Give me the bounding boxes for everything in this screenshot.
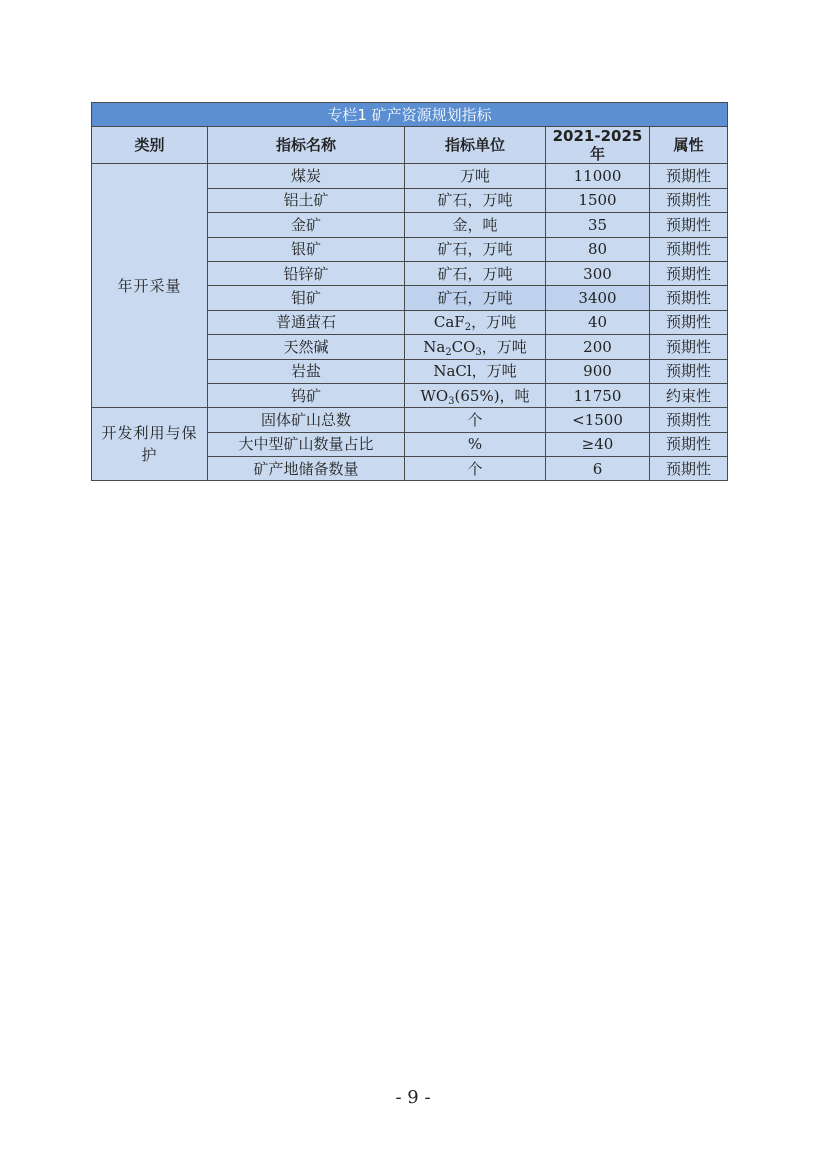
indicator-table-container xyxy=(91,102,727,481)
indicator-unit-cell xyxy=(405,237,546,261)
attribute-cell: 预期性 xyxy=(650,432,728,456)
indicator-name-cell: 钨矿 xyxy=(208,383,405,407)
attribute-cell: 预期性 xyxy=(650,164,728,188)
unit-subscript: 3 xyxy=(475,346,482,358)
indicator-name-cell: 铝土矿 xyxy=(208,188,405,212)
indicator-unit-cell xyxy=(405,408,546,432)
indicator-unit-cell xyxy=(405,261,546,285)
indicator-unit-cell xyxy=(405,383,546,407)
target-value-cell: 11750 xyxy=(546,383,650,407)
unit-text: 个 xyxy=(467,459,483,478)
indicator-unit-cell xyxy=(405,286,546,310)
indicator-unit-cell xyxy=(405,164,546,188)
unit-text: 金，吨 xyxy=(452,215,498,234)
unit-text: 矿石，万吨 xyxy=(437,191,513,210)
unit-text: 万吨 xyxy=(459,167,490,186)
table-header-row xyxy=(92,127,728,164)
target-value-cell: 300 xyxy=(546,261,650,285)
target-value-cell: 80 xyxy=(546,237,650,261)
indicator-name-cell: 铅锌矿 xyxy=(208,261,405,285)
category-cell: 开发利用与保护 xyxy=(92,408,208,481)
target-value-cell: <1500 xyxy=(546,408,650,432)
indicator-unit-cell xyxy=(405,213,546,237)
target-value-cell: 11000 xyxy=(546,164,650,188)
indicator-name-cell: 岩盐 xyxy=(208,359,405,383)
unit-subscript: 2 xyxy=(464,322,472,334)
attribute-cell: 预期性 xyxy=(650,408,728,432)
table-title-row xyxy=(92,103,728,127)
unit-text: CaF xyxy=(433,313,465,332)
attribute-cell: 预期性 xyxy=(650,213,728,237)
table-row xyxy=(92,164,728,188)
unit-text: (65%)，吨 xyxy=(454,386,530,405)
unit-text: WO xyxy=(420,386,449,405)
attribute-cell: 预期性 xyxy=(650,457,728,481)
category-cell: 年开采量 xyxy=(92,164,208,408)
page-number: - 9 - xyxy=(395,1087,431,1108)
indicator-unit-cell xyxy=(405,359,546,383)
target-value-cell: 200 xyxy=(546,335,650,359)
attribute-cell: 预期性 xyxy=(650,335,728,359)
indicator-name-cell: 天然碱 xyxy=(208,335,405,359)
attribute-cell: 预期性 xyxy=(650,359,728,383)
header-target-period: 2021-2025年 xyxy=(546,127,650,164)
target-value-cell: ≥40 xyxy=(546,432,650,456)
unit-text: ，万吨 xyxy=(471,313,517,332)
target-value-cell: 40 xyxy=(546,310,650,334)
indicator-unit-cell xyxy=(405,335,546,359)
unit-text: Na xyxy=(423,337,446,356)
indicator-unit-cell xyxy=(405,188,546,212)
unit-text: CO xyxy=(451,337,476,356)
header-indicator-name: 指标名称 xyxy=(208,127,405,164)
indicator-name-cell: 银矿 xyxy=(208,237,405,261)
table-row xyxy=(92,408,728,432)
unit-subscript: 3 xyxy=(448,395,455,407)
unit-subscript: 2 xyxy=(445,346,452,358)
attribute-cell: 预期性 xyxy=(650,261,728,285)
target-value-cell: 35 xyxy=(546,213,650,237)
unit-text: 矿石，万吨 xyxy=(437,240,513,259)
indicator-unit-cell xyxy=(405,457,546,481)
indicator-name-cell: 矿产地储备数量 xyxy=(208,457,405,481)
attribute-cell: 约束性 xyxy=(650,383,728,407)
mineral-resource-indicator-table xyxy=(91,102,728,481)
attribute-cell: 预期性 xyxy=(650,237,728,261)
attribute-cell: 预期性 xyxy=(650,310,728,334)
unit-text: 矿石，万吨 xyxy=(437,289,513,308)
indicator-name-cell: 普通萤石 xyxy=(208,310,405,334)
header-indicator-unit: 指标单位 xyxy=(405,127,546,164)
header-category: 类别 xyxy=(92,127,208,164)
table-body xyxy=(92,164,728,481)
unit-text: 矿石，万吨 xyxy=(437,264,513,283)
indicator-name-cell: 固体矿山总数 xyxy=(208,408,405,432)
unit-text: NaCl，万吨 xyxy=(433,362,517,381)
indicator-unit-cell xyxy=(405,432,546,456)
indicator-name-cell: 钼矿 xyxy=(208,286,405,310)
unit-text: 个 xyxy=(467,410,483,429)
attribute-cell: 预期性 xyxy=(650,286,728,310)
attribute-cell: 预期性 xyxy=(650,188,728,212)
table-title: 专栏1 矿产资源规划指标 xyxy=(92,103,728,127)
indicator-name-cell: 金矿 xyxy=(208,213,405,237)
indicator-name-cell: 煤炭 xyxy=(208,164,405,188)
indicator-name-cell: 大中型矿山数量占比 xyxy=(208,432,405,456)
target-value-cell: 6 xyxy=(546,457,650,481)
target-value-cell: 3400 xyxy=(546,286,650,310)
target-value-cell: 900 xyxy=(546,359,650,383)
header-attribute: 属性 xyxy=(650,127,728,164)
indicator-unit-cell xyxy=(405,310,546,334)
unit-text: ，万吨 xyxy=(481,337,527,356)
target-value-cell: 1500 xyxy=(546,188,650,212)
unit-text: % xyxy=(467,435,483,454)
